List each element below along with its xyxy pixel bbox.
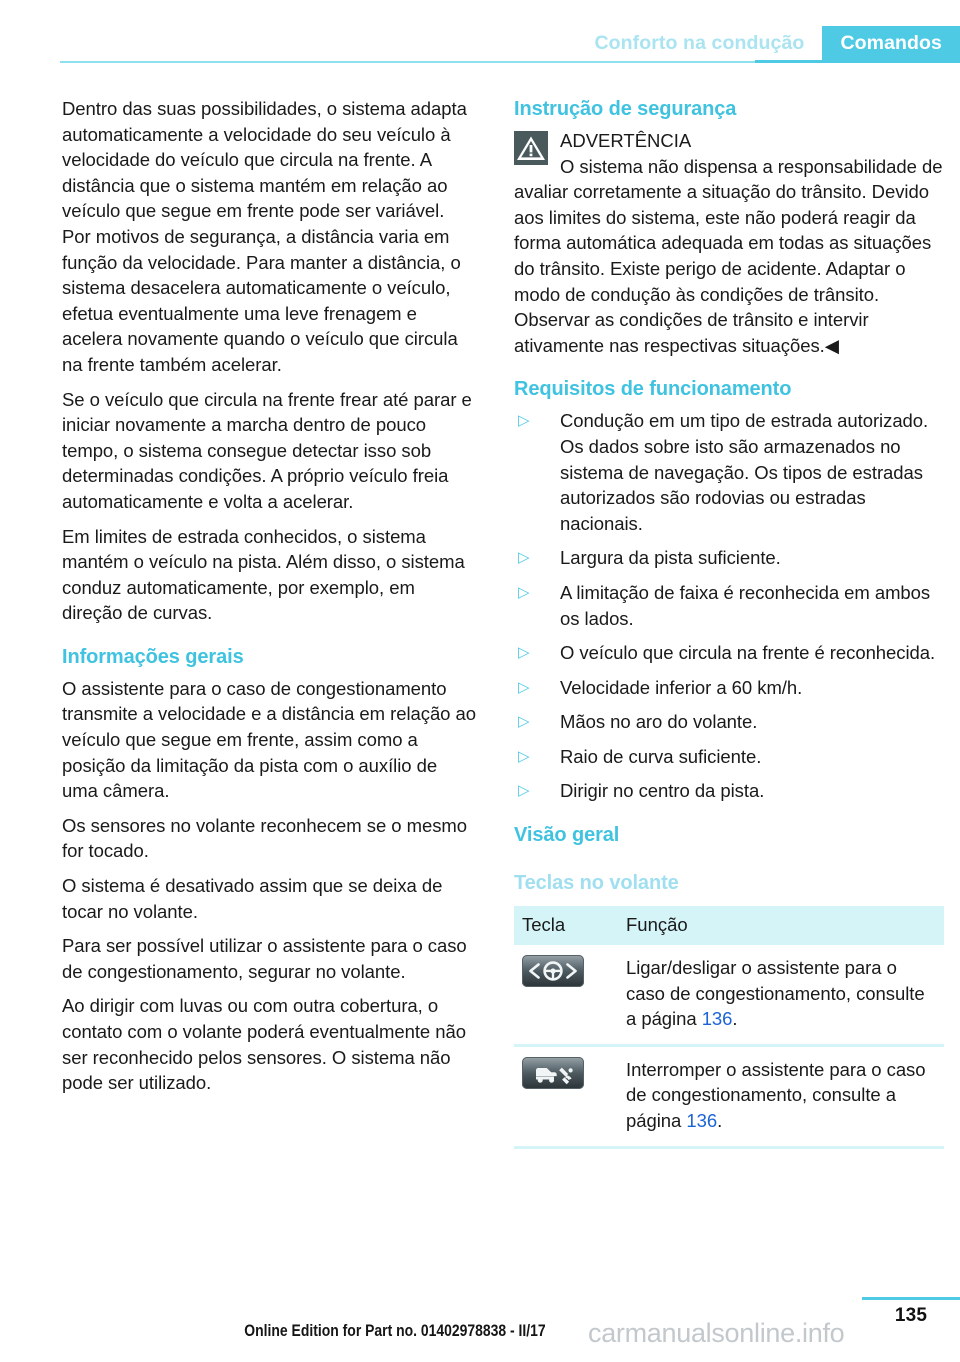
- paragraph: Ao dirigir com luvas ou com outra cobertura, o contato com o volante poderá eventualmente não ser reconhecido pelos sensores. O sistema não pode ser utilizado.: [62, 995, 466, 1094]
- paragraph: Dentro das suas possibilidades, o sistema adapta automaticamente a velocidade do seu veículo à velocidade do veículo que circula na frente. A distância que o sistema mantém em relação ao veículo que segue em frente pode ser variável. Por motivos de segurança, a distância varia em função da velocidade. Para manter a distância, o sistema desacelera automaticamente o veículo, efetua eventualmente uma leve frenagem e acelera novamente quando o veículo que circula na frente também acelerar.: [62, 98, 467, 375]
- list-item: [514, 675, 944, 701]
- list-item-label: Mãos no aro do volante.: [560, 711, 758, 733]
- section-heading-informacoes-gerais: Informações gerais: [62, 645, 244, 668]
- warning-text: [514, 154, 944, 359]
- warning-block: [514, 128, 944, 358]
- paragraph: Em limites de estrada conhecidos, o sistema mantém o veículo na pista. Além disso, o sistema conduz automaticamente, por exemplo, em direção de curvas.: [62, 525, 465, 624]
- table-row: [514, 1045, 944, 1147]
- function-text: Ligar/desligar o assistente para o caso de congestionamento, consulte a página: [626, 957, 925, 1030]
- key-cell: [514, 945, 618, 1045]
- list-item-label: A limitação de faixa é reconhecida em ambos os lados.: [560, 581, 931, 629]
- car-hand-interrupt-button-icon[interactable]: [522, 1057, 584, 1089]
- list-item: [514, 778, 944, 804]
- section-heading-instrucao-de-seguranca: Instrução de segurança: [514, 98, 737, 120]
- paragraph: Para ser possível utilizar o assistente para o caso de congestionamento, segurar no volante.: [62, 935, 467, 982]
- table-header-row: [514, 906, 944, 945]
- online-edition-notice: Online Edition for Part no. 01402978838 - II/17: [244, 1321, 546, 1340]
- warning-body: O sistema não dispensa a responsabilidade de avaliar corretamente a situação do trânsito. Devido aos limites do sistema, este não poderá reagir da forma automática adequada em todas as situações do trânsito. Existe perigo de acidente. Adaptar o modo de condução às condições de trânsito. Observar as condições de trânsito e intervir ativamente nas respectivas situações.: [514, 155, 943, 356]
- table-row: [514, 945, 944, 1045]
- triangle-bullet-icon: ▷: [518, 782, 530, 800]
- triangle-bullet-icon: ▷: [518, 678, 530, 696]
- list-item: [514, 640, 944, 666]
- section-heading-visao-geral: Visão geral: [514, 824, 620, 847]
- paragraph: O sistema é desativado assim que se deixa de tocar no volante.: [62, 875, 443, 922]
- triangle-bullet-icon: ▷: [518, 644, 530, 662]
- list-item-label: Condução em um tipo de estrada autorizado. Os dados sobre isto são armazenados no sistema de navegação. Os tipos de estradas autorizados são rodovias ou estradas nacionais.: [560, 410, 929, 534]
- page-cross-reference[interactable]: 136: [701, 1008, 733, 1030]
- paragraph: Se o veículo que circula na frente frear até parar e iniciar novamente a marcha dentro de pouco tempo, o sistema consegue detectar isso sob determinadas condições. A próprio veículo freia automaticamente e volta a acelerar.: [62, 388, 472, 512]
- section-heading-requisitos-de-funcionamento: Requisitos de funcionamento: [514, 378, 792, 401]
- triangle-bullet-icon: ▷: [518, 713, 530, 731]
- page-number: 135: [894, 1305, 928, 1326]
- paragraph: Os sensores no volante reconhecem se o mesmo for tocado.: [62, 814, 467, 862]
- header-accent-line: [755, 60, 960, 63]
- triangle-bullet-icon: ▷: [518, 747, 530, 765]
- warning-triangle-icon: [514, 131, 548, 165]
- running-header: [60, 26, 960, 60]
- triangle-bullet-icon: ▷: [518, 549, 530, 567]
- steering-wheel-assist-button-icon[interactable]: [522, 955, 584, 987]
- page-header: [0, 0, 960, 62]
- right-column: [514, 96, 944, 1149]
- steering-wheel-keys-table: [514, 906, 944, 1149]
- header-section-label: Comandos: [822, 26, 960, 60]
- paragraph: O assistente para o caso de congestionamento transmite a velocidade e a distância em relação ao veículo que segue em frente, assim como a posição da limitação da pista com o auxílio de uma câmera.: [62, 677, 476, 802]
- column-header-tecla: Tecla: [514, 906, 618, 945]
- warning-end-mark: ◀: [824, 334, 839, 356]
- list-item-label: O veículo que circula na frente é reconhecida.: [560, 642, 936, 664]
- function-text-end: .: [732, 1008, 738, 1030]
- list-item-label: Dirigir no centro da pista.: [560, 780, 765, 802]
- requirements-list: [514, 408, 944, 804]
- list-item: [514, 744, 944, 770]
- header-chapter-label: Conforto na condução: [594, 32, 805, 54]
- triangle-bullet-icon: ▷: [518, 583, 530, 601]
- warning-title: ADVERTÊNCIA: [560, 130, 692, 151]
- function-text-end: .: [717, 1110, 723, 1132]
- function-cell: [618, 945, 944, 1045]
- list-item: [514, 580, 944, 631]
- list-item-label: Velocidade inferior a 60 km/h.: [560, 676, 803, 698]
- function-cell: [618, 1045, 944, 1147]
- list-item-label: Largura da pista suficiente.: [560, 547, 781, 569]
- function-text: Interromper o assistente para o caso de congestionamento, consulte a página: [626, 1058, 926, 1132]
- list-item: [514, 408, 944, 536]
- page-footer: [0, 1290, 960, 1362]
- list-item-label: Raio de curva suficiente.: [560, 745, 762, 767]
- page-cross-reference[interactable]: 136: [686, 1110, 718, 1132]
- left-column: [62, 96, 478, 1096]
- footer-accent-line: [862, 1297, 960, 1300]
- column-header-funcao: Função: [618, 906, 944, 945]
- subsection-heading-teclas-no-volante: Teclas no volante: [514, 872, 679, 895]
- list-item: [514, 709, 944, 735]
- key-cell: [514, 1045, 618, 1147]
- list-item: [514, 545, 944, 571]
- site-watermark: carmanualsonline.info: [588, 1318, 845, 1348]
- triangle-bullet-icon: ▷: [518, 412, 530, 430]
